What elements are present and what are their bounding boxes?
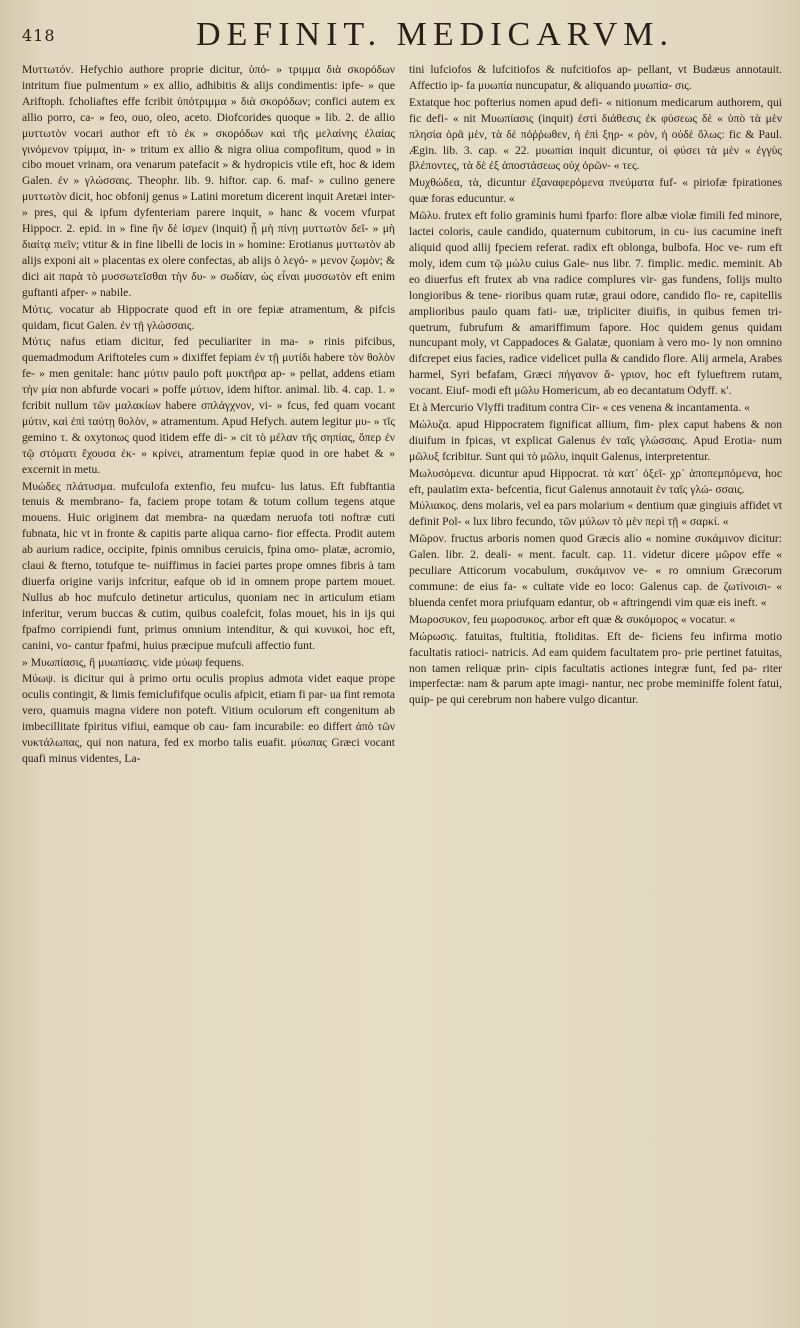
entry-mychthodea: Μυχθώδεα, τὰ, dicuntur ἐξαναφερόμενα πνεύματα fuf- « piriofæ fpirationes quæ foras educuntur. « [409, 176, 782, 206]
entry-myttoton: Μυττωτόν. Hefychio authore proprie dicitur, ὑπό- » τριμμα διὰ σκορόδων intritum fiue pulmentum » ex allio, adhibitis & alijs condimentis: ipfe- » que Ariftoph. fcholiaftes effe fcribit ὑπότριμμα » διὰ σκορόδων; confici autem ex allio porro, ca- » feo, ouo, oleo, aceto. Diofcorides quoque » lib. 2. de allio μυττωτὸν vocari author eft τὸ ἐκ » σκορόδων καὶ τῆς μελαίνης ἐλαίας γινόμενον τρίμμα, in- » tritum ex allio & nigra oliua compofitum, quod » in cibo mouet vrinam, ora venarum patefacit » & hydropicis vtile eft, hoc & idem Galen. ἐν » γλώσσαις. Theophr. lib. 9. hiftor. cap. 6. maf- » culino genere μυττωτὸν dicit, hoc obfonij genus » Latini moretum dicerent inquit Aretæi inter- » pres, qui & ipfum dyfenteriam parere inquit, » hanc & vocem vfurpat Hippocr. 2. epid. in » fine ἢν δὲ ἰσμεν (inquit) ᾖ μὴ πίνῃ μυττωτὸν δεῖ- » μὴ διαίτᾳ πιεῖν; vtitur & in fine libelli de locis in » homine: Erotianus μυττωτὸν ab alijs exponi ait » placentas ex olere confectas, ab alijs ὁ λεγό- » μενον ζωμὸν; & dici ait παρὰ τὸ μυσσωτεῖσθαι τὴν δυ- » σωδίαν, ὡς εἶναι μυσσωτὸν eft enim guftanti afper- » nabile. [22, 63, 395, 299]
entry-myops-continued: tini lufciofos & lufcitiofos & nufcitiofos ap- pellant, vt Budæus annotauit. Affectio ip- fa μυωπία nuncupatur, & aliquando μυωπία- σις. [409, 63, 782, 92]
entry-molyza: Μώλυζα. apud Hippocratem fignificat allium, fim- plex caput habens & non diuifum in fpicas, vt explicat Galenus ἐν ταῖς γλώσσαις. Apud Erotia- num μῶλυξ fcribitur. Sunt qui τὸ μῶλυ, inquit Galenus, interpretentur. [409, 417, 782, 463]
page-number: 418 [22, 26, 56, 45]
entry-moly: Μῶλυ. frutex eft folio graminis humi fparfo: flore albæ violæ fimili fed minore, lactei coloris, caule candido, quaternum cubitorum, in cu- ius cacumine ineft aliquid quod allij fpeciem referat. radix eft oblonga, bulbofa. Hoc ve- rum eft moly, idem cum τῷ μώλυ cuius Gale- nus libr. 7. fimplic. medic. meminit. Ab eo diuerfus eft frutex ab vna radice complures vir- gas fundens, folijs multo longioribus & tene- rioribus quam rutæ, graui odore, candido flo- re, capitellis amplioribus paulo quam fati- uæ, tripliciter diuifis, in quibus femen tri- quetrum, fubrufum & amariffimum fapore. Hoc quidem genus quidam nuncupant moly, vt Cappadoces & Galatæ, quoniam à vero mo- ly non omnino difcrepet eius facies, radice videlicet pulla & candido flore. Alij armela, Arabes harmel, Syri befafam, Græci πήγανον ἄ- γριον, hoc eft fylueftrem rutam, vocant. Eiuf- modi eft μῶλυ Homericum, ab eo decantatum Odyff. κ'. [409, 209, 782, 398]
entry-moly-mercurio: Et à Mercurio Vlyffi traditum contra Cir- « ces venena & incantamenta. « [409, 401, 750, 415]
entry-myops: Μύωψ. is dicitur qui à primo ortu oculis propius admota videt eaque prope oculis contingit, & limis femiclufifque oculis afpicit, etiam fi par- ua fint remota vero, quamuis magna videre non poteft. Vitium oculorum eft congenitum ab imbecillitate fpiritus vifiui, eamque ob cau- fam incurabile: eo differt ἀπὸ τῶν νυκτάλωπας, qui non natura, fed ex morbo talis euafit. μύωπας Græci vocant quafi minus videntes, La- [22, 672, 395, 765]
left-column [22, 62, 395, 1318]
running-title: DEFINIT. MEDICARVM. [195, 16, 675, 53]
entry-moron: Μῶρον. fructus arboris nomen quod Græcis alio « nomine συκάμινον dicitur: Galen. libr. 2. deali- « ment. facult. cap. 11. videtur dicere μῶρον effe « peculiare Atticorum vocabulum, συκάμινον ve- « ro omnium Græcorum commune: de eius fa- « cultate vide eo loco: Galenus cap. de ζωτίνοισι- « bluenda cenfet mora priufquam edantur, ob « aftringendi vim quæ eis ineft. « [409, 532, 782, 609]
page-header [22, 14, 778, 56]
entry-molysomena: Μωλυσόμενα. dicuntur apud Hippocrat. τὰ κατ᾽ ὀξεῖ- χρ᾽ ἀποπεμπόμενα, hoc eft, paulatim exta- befcentia, ficut Galenus annotauit ἐν ταῖς γλώ- σσαις. [409, 466, 782, 496]
entry-myodes-platysma: Μυώδες πλάτυσμα. mufculofa extenfio, feu mufcu- lus latus. Eft fubftantia tenuis & membrano- fa, faciem prope totam & totum collum tegens atque mouens. Huic originem dat membra- na quædam neruofa toti noftræ cuti fubnata, hic vt in fronte & capitis parte aliqua carno- fior effecta. Prodit autem ab aurium radice, occipite, fpinis omnibus ceruicis, fpina omo- platæ, acromio, claui & fterno, totufque te- nuiffimus in faciei partes prope omnes fibris à tam diuerfa origine varijs infcritur, eafque ob id in omnem prope partem mouet. Nullus ab hoc mufculo detinetur articulus, quoniam nec in articulum etiam inferitur, verum buccas & cutim, quibus coalefcit, folas mouet, his in ijs qui fpafmo corripiendi funt, primus omnium intenditur, & qui κυνικοὶ, hoc eft, canini, vo- cantur fpafmi, huius præcipue mufculi affectio funt. [22, 479, 395, 652]
entry-myopiasis: » Μυωπίασις, ἢ μυωπίασις. vide μύωψ fequens. [22, 655, 245, 669]
entry-myopiasis-definition: Extatque hoc pofterius nomen apud defi- « nitionum medicarum authorem, qui fic defi- « nit Μυωπίασις (inquit) ἐστὶ διάθεσις ἐκ φύσεως δὲ « ὑπὸ τὰ μὲν πλησία ὁρᾶ μὲν, τὰ δὲ πόῤῥωθεν, ἡ ἐπὶ ξηρ- « ρὸν, ἡ οὐδὲ ὅλως: fic & Paul. Ægin. lib. 3. cap. « 22. μυωπίαι inquit dicuntur, οἱ φύσει τὰ μὲν « ἐγγὺς βλέποντες, τὰ δὲ ἐξ ἀποστάσεως οὐχ ὁρῶν- « τες. [409, 95, 782, 173]
right-column [409, 62, 782, 1318]
entry-mytis-atramentum: Μύτις. vocatur ab Hippocrate quod eft in ore fepiæ atramentum, & pifcis quidam, ficut Galen. ἐν τῇ γλώσσαις. [22, 302, 395, 332]
entry-morosykon: Μωροσυκον, feu μωροσυκος. arbor eft quæ & συκόμορος « vocatur. « [409, 612, 736, 626]
entry-morosis: Μώρωσις. fatuitas, ftultitia, ftoliditas. Eft de- ficiens feu infirma motio facultatis ratioci- natricis. Ad eam quidem facultatem pro- prie pertinet fatuitas, non tamen reliquæ prin- cipis facultatis actiones integræ funt, fed pa- riter imperfectæ: nam & parum apte imagi- nantur, nec probe meminiffe folent fatui, quip- pe qui cerebrum non habere vulgo dicantur. [409, 629, 782, 707]
entry-mytis-nasus: Μύτις nafus etiam dicitur, fed peculiariter in ma- » rinis pifcibus, quemadmodum Ariftoteles cum » dixiffet fepiam ἐν τῇ μυτίδι habere τὸν θολὸν fe- » men genitale: hanc μύτιν paulo poft μυκτῆρα ap- » pellat, addens etiam τὴν μία non abfurde vocari » poffe μύτιον, idem hiftor. animal. lib. 4. cap. 1. » fcribit nullum τῶν μαλακίων habere σπλάγχνον, vi- » fcus, fed quam vocant μύτιν, καὶ ἐπὶ ταύτῃ θολὸν, » atramentum. Apud Hefych. autem legitur μυ- » τῖς gemino τ. & oxytonως quod itidem effe di- » cit τὸ μέλαν τῆς σηπίας, ὅπερ ἐν τῷ στόματι ἔχουσα ἐκ- » κρίνει, atramentum fepiæ quod in ore habet & » excernit in metu. [22, 335, 395, 476]
entry-myliakos: Μύλιακος. dens molaris, vel ea pars molarium « dentium quæ gingiuis affidet vt definit Pol- « lux libro fecundo, τῶν μύλων τὸ μὲν περὶ τῇ « σαρκί. « [409, 499, 782, 529]
text-columns [22, 62, 782, 1318]
